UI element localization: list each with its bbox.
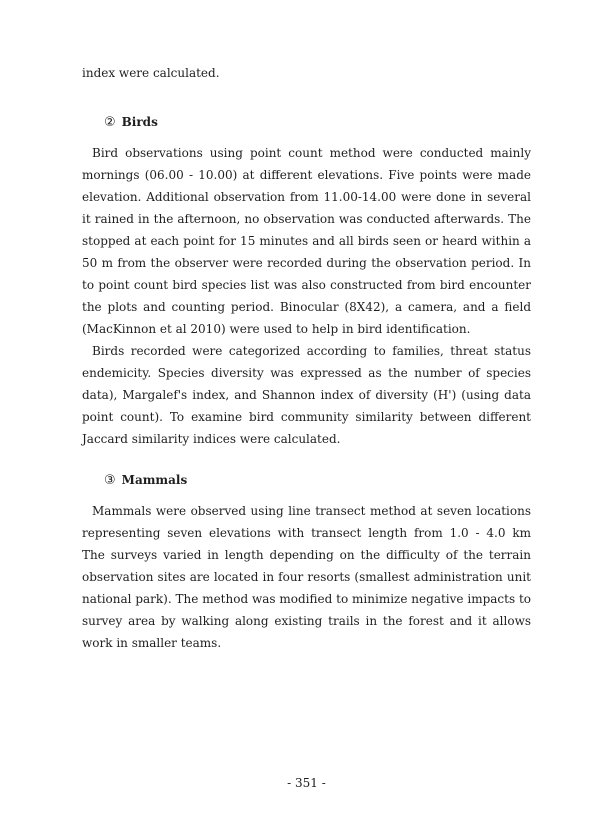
section-number-mammals: ③: [104, 473, 116, 488]
section-heading-birds: [104, 115, 158, 130]
birds-p2-line-2: endemicity. Species diversity was expressed as the number of species: [82, 366, 531, 380]
birds-p1-line-8: the plots and counting period. Binocular (8X42), a camera, and a field: [82, 300, 531, 314]
birds-p1-line-7: to point count bird species list was also constructed from bird encounter: [82, 278, 531, 292]
mammals-p1-line-2: representing seven elevations with transect length from 1.0 - 4.0 km: [82, 526, 531, 540]
birds-p1-line-5: stopped at each point for 15 minutes and all birds seen or heard within a: [82, 234, 531, 248]
mammals-p1-line-1: Mammals were observed using line transect method at seven locations: [92, 504, 531, 518]
birds-p1-line-1: Bird observations using point count method were conducted mainly: [92, 146, 531, 160]
mammals-p1-line-5: national park). The method was modified to minimize negative impacts to: [82, 592, 531, 606]
section-number-birds: ②: [104, 115, 116, 130]
page-number: - 351 -: [287, 776, 326, 790]
section-heading-mammals: [104, 473, 187, 488]
birds-p1-line-4: it rained in the afternoon, no observation was conducted afterwards. The: [82, 212, 531, 226]
mammals-p1-line-3: The surveys varied in length depending on the difficulty of the terrain: [82, 548, 531, 562]
mammals-p1-line-4: observation sites are located in four resorts (smallest administration unit: [82, 570, 531, 584]
section-title-mammals: Mammals: [121, 473, 188, 487]
mammals-p1-last-line: work in smaller teams.: [82, 636, 222, 650]
birds-p2-last-line: Jaccard similarity indices were calculated.: [82, 432, 341, 446]
birds-p1-last-line: (MacKinnon et al 2010) were used to help in bird identification.: [82, 322, 471, 336]
birds-p2-line-3: data), Margalef's index, and Shannon index of diversity (H') (using data: [82, 388, 531, 402]
carryover-line: index were calculated.: [82, 66, 220, 80]
birds-p2-line-4: point count). To examine bird community similarity between different: [82, 410, 531, 424]
section-title-birds: Birds: [121, 115, 158, 129]
birds-p1-line-3: elevation. Additional observation from 11.00-14.00 were done in several: [82, 190, 531, 204]
mammals-p1-line-6: survey area by walking along existing trails in the forest and it allows: [82, 614, 531, 628]
birds-p2-line-1: Birds recorded were categorized according to families, threat status: [92, 344, 531, 358]
birds-p1-line-6: 50 m from the observer were recorded during the observation period. In: [82, 256, 531, 270]
birds-p1-line-2: mornings (06.00 - 10.00) at different elevations. Five points were made: [82, 168, 531, 182]
